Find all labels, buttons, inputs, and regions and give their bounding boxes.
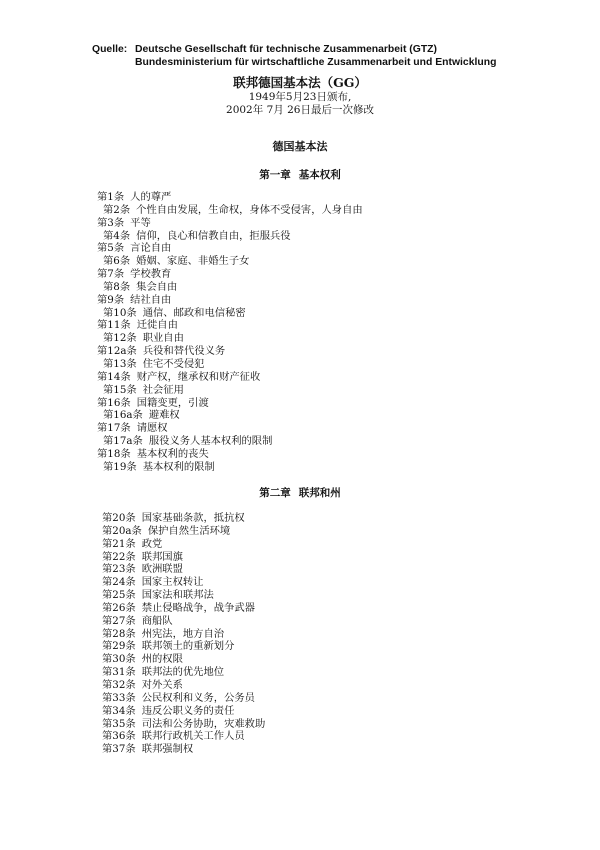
article-number: 第17条	[97, 422, 131, 435]
article-item	[97, 294, 363, 307]
article-title: 兵役和替代役义务	[142, 345, 226, 358]
document-header	[0, 75, 600, 117]
article-number: 第26条	[102, 601, 136, 614]
article-title: 个性自由发展，生命权，身体不受侵害，人身自由	[136, 203, 363, 216]
document-promulgation-date: 1949年5月23日颁布,	[248, 91, 352, 103]
article-title: 避难权	[148, 409, 180, 422]
article-item	[97, 435, 363, 448]
article-title: 联邦强制权	[141, 743, 194, 756]
article-title: 联邦法的优先地位	[141, 666, 225, 679]
article-item	[102, 563, 265, 576]
article-item	[102, 679, 265, 692]
article-title: 基本权利的限制	[142, 460, 215, 473]
article-item	[102, 602, 265, 615]
article-number: 第6条	[103, 255, 131, 268]
article-number: 第8条	[103, 280, 131, 293]
article-item	[97, 268, 363, 281]
article-number: 第16a条	[103, 409, 143, 422]
article-number: 第16条	[97, 396, 131, 409]
article-item	[102, 615, 265, 628]
article-number: 第1条	[97, 191, 125, 203]
article-title: 对外关系	[141, 678, 183, 691]
article-title: 联邦领土的重新划分	[141, 640, 235, 653]
chapter-heading-1	[0, 168, 600, 182]
document-title: 联邦德国基本法（GG）	[233, 75, 367, 90]
article-item	[97, 255, 363, 268]
section-title: 德国基本法	[272, 140, 328, 153]
article-title: 婚姻、家庭、非婚生子女	[136, 255, 250, 268]
chapter-name: 联邦和州	[298, 487, 341, 499]
article-title: 迁徙自由	[136, 319, 178, 332]
article-item	[97, 358, 363, 371]
article-item	[97, 384, 363, 397]
article-number: 第17a条	[103, 435, 143, 448]
article-title: 商船队	[141, 614, 173, 627]
article-item	[102, 692, 265, 705]
source-label: Quelle:	[92, 44, 128, 55]
article-number: 第20a条	[102, 524, 142, 537]
article-item	[102, 730, 265, 743]
article-item	[102, 666, 265, 679]
article-item	[97, 371, 363, 384]
article-item	[102, 705, 265, 718]
article-number: 第13条	[103, 357, 137, 370]
article-number: 第36条	[102, 730, 136, 743]
article-number: 第24条	[102, 576, 136, 589]
article-title: 言论自由	[130, 242, 172, 255]
article-item	[97, 217, 363, 230]
article-title: 司法和公务协助，灾难救助	[141, 717, 266, 730]
article-title: 联邦国旗	[141, 550, 183, 563]
article-title: 联邦行政机关工作人员	[141, 730, 245, 743]
article-item	[102, 576, 265, 589]
chapter-number: 第二章	[259, 487, 291, 499]
article-number: 第25条	[102, 589, 136, 602]
article-title: 学校教育	[130, 268, 172, 281]
source-line-2: Bundesministerium für wirtschaftliche Zusammenarbeit und Entwicklung	[135, 57, 497, 68]
article-item	[97, 230, 363, 243]
article-number: 第4条	[103, 229, 131, 242]
article-item	[102, 525, 265, 538]
article-number: 第20条	[102, 512, 136, 524]
article-number: 第37条	[102, 743, 136, 756]
article-number: 第35条	[102, 717, 136, 730]
article-title: 通信、邮政和电信秘密	[142, 306, 246, 319]
article-number: 第3条	[97, 216, 125, 229]
article-title: 平等	[130, 216, 151, 229]
article-title: 国籍变更，引渡	[136, 396, 209, 409]
article-title: 基本权利的丧失	[136, 447, 209, 460]
article-item	[102, 512, 265, 525]
article-item	[97, 281, 363, 294]
article-number: 第14条	[97, 370, 131, 383]
article-number: 第12条	[103, 332, 137, 345]
article-item	[97, 461, 363, 474]
source-attribution	[92, 43, 496, 69]
article-title: 州宪法，地方自治	[141, 627, 225, 640]
article-title: 服役义务人基本权利的限制	[148, 435, 273, 448]
article-item	[97, 422, 363, 435]
article-number: 第22条	[102, 550, 136, 563]
article-title: 国家基础条款，抵抗权	[141, 512, 245, 524]
article-title: 州的权限	[141, 653, 183, 666]
article-title: 职业自由	[142, 332, 184, 345]
article-title: 保护自然生活环境	[147, 524, 231, 537]
article-number: 第5条	[97, 242, 125, 255]
article-item	[97, 307, 363, 320]
article-number: 第29条	[102, 640, 136, 653]
article-item	[97, 319, 363, 332]
article-title: 结社自由	[130, 293, 172, 306]
article-title: 公民权利和义务，公务员	[141, 691, 255, 704]
article-title: 请愿权	[136, 422, 168, 435]
article-item	[102, 551, 265, 564]
article-item	[97, 204, 363, 217]
article-number: 第15条	[103, 383, 137, 396]
article-item	[97, 191, 363, 204]
article-number: 第7条	[97, 268, 125, 281]
article-item	[97, 332, 363, 345]
article-title: 政党	[141, 537, 163, 550]
article-title: 信仰，良心和信教自由，拒服兵役	[136, 229, 291, 242]
source-line-1: Deutsche Gesellschaft für technische Zusammenarbeit (GTZ)	[135, 44, 437, 55]
article-item	[97, 409, 363, 422]
chapter-1-article-list	[97, 191, 363, 474]
chapter-heading-2	[0, 486, 600, 500]
article-title: 违反公职义务的责任	[141, 704, 235, 717]
article-item	[102, 718, 265, 731]
article-item	[102, 640, 265, 653]
article-title: 国家法和联邦法	[141, 589, 214, 602]
article-item	[97, 242, 363, 255]
article-title: 集会自由	[136, 280, 178, 293]
article-item	[102, 538, 265, 551]
article-title: 禁止侵略战争，战争武器	[141, 601, 255, 614]
article-item	[102, 589, 265, 602]
article-title: 财产权，继承权和财产征收	[136, 370, 261, 383]
article-number: 第34条	[102, 704, 136, 717]
chapter-number: 第一章	[259, 169, 291, 181]
article-number: 第33条	[102, 691, 136, 704]
article-item	[97, 397, 363, 410]
article-title: 住宅不受侵犯	[142, 357, 205, 370]
article-title: 国家主权转让	[141, 576, 204, 589]
article-item	[102, 653, 265, 666]
article-item	[97, 345, 363, 358]
article-number: 第19条	[103, 460, 137, 473]
chapter-2-article-list	[102, 512, 265, 756]
article-number: 第10条	[103, 306, 137, 319]
article-item	[102, 628, 265, 641]
article-title: 欧洲联盟	[141, 563, 183, 576]
article-item	[97, 448, 363, 461]
article-number: 第32条	[102, 678, 136, 691]
article-number: 第2条	[103, 203, 131, 216]
article-number: 第30条	[102, 653, 136, 666]
article-number: 第21条	[102, 537, 136, 550]
article-number: 第27条	[102, 614, 136, 627]
chapter-name: 基本权利	[298, 169, 341, 181]
article-title: 社会征用	[142, 383, 184, 396]
article-item	[102, 743, 265, 756]
document-amendment-date: 2002年 7月 26日最后一次修改	[226, 104, 374, 116]
article-title: 人的尊严	[130, 191, 172, 203]
article-number: 第23条	[102, 563, 136, 576]
article-number: 第12a条	[97, 345, 137, 358]
article-number: 第11条	[97, 319, 131, 332]
article-number: 第31条	[102, 666, 136, 679]
article-number: 第28条	[102, 627, 136, 640]
article-number: 第9条	[97, 293, 125, 306]
article-number: 第18条	[97, 447, 131, 460]
